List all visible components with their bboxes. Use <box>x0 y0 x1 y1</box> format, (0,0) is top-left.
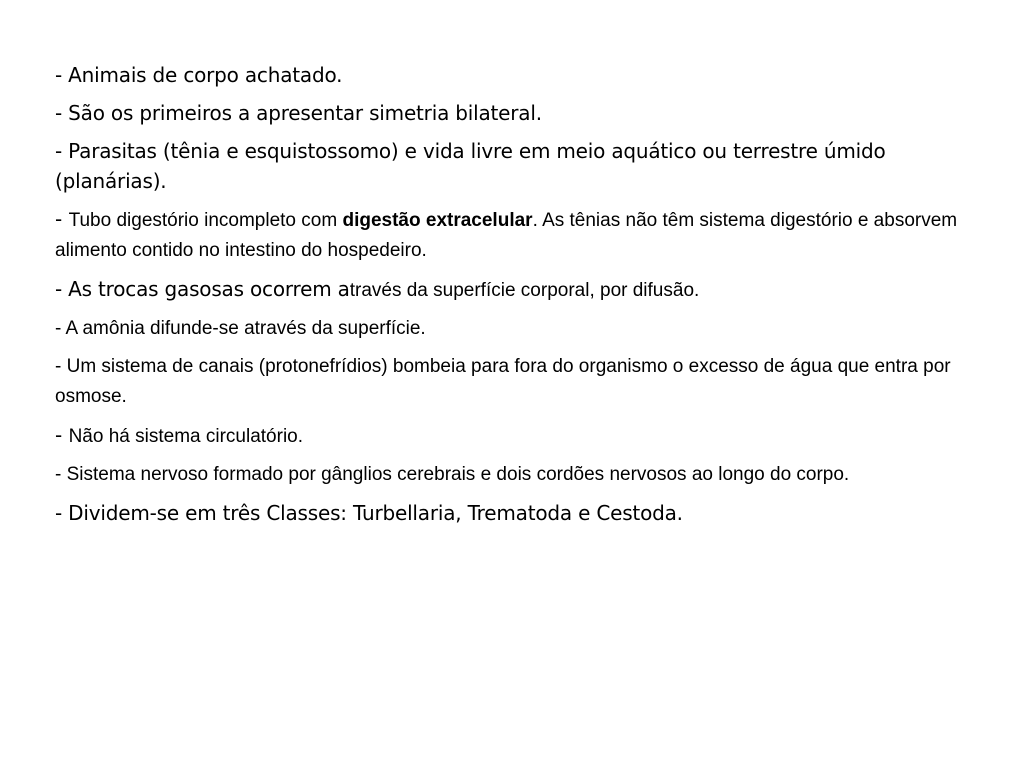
bullet-no-circulatory <box>55 420 964 452</box>
gas-exchange-rest-text: través da superfície corporal, por difusão. <box>349 280 700 301</box>
bullet-flat-body: - Animais de corpo achatado. <box>55 63 343 87</box>
bullet-parasites-free-living: - Parasitas (tênia e esquistossomo) e vida livre em meio aquático ou terrestre úmido (planárias). <box>55 139 886 193</box>
digestive-text-post: . As tênias não têm sistema digestório e absorvem alimento contido no intestino do hospedeiro. <box>55 210 958 261</box>
digestive-text-pre: Tubo digestório incompleto com <box>68 210 343 231</box>
bullet-bilateral-symmetry: - São os primeiros a apresentar simetria bilateral. <box>55 101 542 125</box>
bullet-ammonia: - A amônia difunde-se através da superfície. <box>55 318 426 339</box>
bullet-protonephridia: - Um sistema de canais (protonefrídios) bombeia para fora do organismo o excesso de água que entra por osmose. <box>55 356 951 407</box>
bullet-dash: - <box>55 423 69 447</box>
bullet-dash: - <box>55 207 69 231</box>
bullet-classes: - Dividem-se em três Classes: Turbellaria, Trematoda e Cestoda. <box>55 501 683 525</box>
gas-exchange-hand-text: - As trocas gasosas ocorrem a <box>55 277 350 301</box>
bullet-nervous-system: - Sistema nervoso formado por gânglios cerebrais e dois cordões nervosos ao longo do corpo. <box>55 464 850 485</box>
no-circulatory-text: Não há sistema circulatório. <box>68 426 304 447</box>
bullet-digestive-tube <box>55 204 964 266</box>
digestive-text-bold: digestão extracelular <box>342 210 533 231</box>
bullet-gas-exchange <box>55 274 964 306</box>
